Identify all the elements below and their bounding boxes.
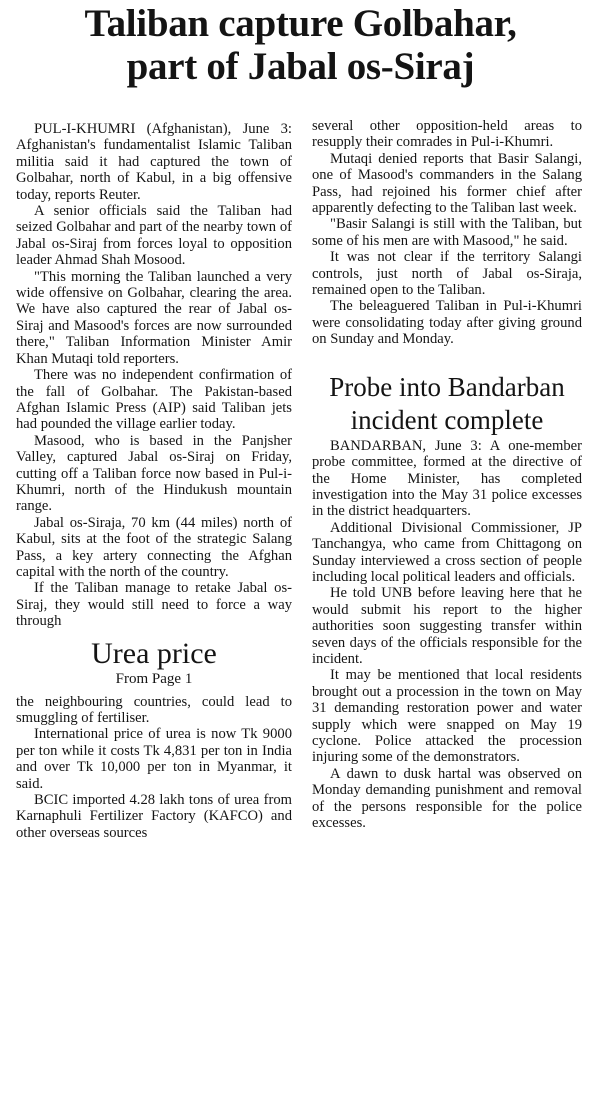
paragraph: It was not clear if the territory Salangi controls, just north of Jabal os-Siraja, remained open to the Taliban. (312, 249, 582, 299)
paragraph: There was no independent confirmation of the fall of Golbahar. The Pakistan-based Afghan Islamic Press (AIP) said Taliban jets had pounded the village earlier today. (16, 367, 292, 433)
headline-line-2: part of Jabal os-Siraj (126, 45, 475, 88)
paragraph: He told UNB before leaving here that he would submit his report to the higher authorities soon suggesting transfer within seven days of the officials responsible for the incident. (312, 585, 582, 667)
paragraph: "Basir Salangi is still with the Taliban, but some of his men are with Masood," he said. (312, 216, 582, 249)
left-column (16, 121, 292, 1119)
urea-headline: Urea price (91, 636, 217, 670)
paragraph: BANDARBAN, June 3: A one-member probe committee, formed at the directive of the Home Minister, has completed investigation into the May 31 police excesses in the district headquarters. (312, 437, 582, 520)
right-column (312, 118, 582, 1116)
paragraph: A senior officials said the Taliban had seized Golbahar and part of the nearby town of Jabal os-Siraj from forces loyal to opposition leader Ahmad Shah Mosood. (16, 203, 292, 269)
article-headline (0, 2, 601, 88)
paragraph: BCIC imported 4.28 lakh tons of urea from Karnaphuli Fertilizer Factory (KAFCO) and other overseas sources (16, 792, 292, 841)
headline-line-1: Taliban capture Golbahar, (84, 2, 517, 45)
section-gap (312, 348, 582, 370)
probe-headline-line-1: Probe into Bandarban (329, 371, 565, 402)
paragraph: A dawn to dusk hartal was observed on Monday demanding punishment and removal of the persons responsible for the police excesses. (312, 765, 582, 832)
paragraph: Mutaqi denied reports that Basir Salangi, one of Masood's commanders in the Salang Pass, had rejoined his former chief after apparently defecting to the Taliban last week. (312, 150, 582, 217)
paragraph: Additional Divisional Commissioner, JP Tanchangya, who came from Chittagong on Sunday interviewed a cross section of people including local political leaders and officials. (312, 519, 582, 585)
paragraph: the neighbouring countries, could lead to smuggling of fertiliser. (16, 693, 292, 726)
paragraph: "This morning the Taliban launched a very wide offensive on Golbahar, clearing the area. We have also captured the rear of Jabal os-Siraj and Masood's forces are now surrounded there," Taliban Information Minister Amir Khan Mutaqi told reporters. (16, 268, 292, 367)
paragraph: several other opposition-held areas to resupply their comrades in Pul-i-Khumri. (312, 118, 582, 151)
paragraph: The beleaguered Taliban in Pul-i-Khumri were consolidating today after giving ground on Sunday and Monday. (312, 298, 582, 348)
continued-from-label: From Page 1 (115, 670, 193, 687)
paragraph: If the Taliban manage to retake Jabal os-Siraj, they would still need to force a way through (16, 580, 292, 630)
paragraph: PUL-I-KHUMRI (Afghanistan), June 3: Afghanistan's fundamentalist Islamic Taliban militia said it had captured the town of Golbahar, north of Kabul, in a big offensive today, reports Reuter. (16, 121, 292, 203)
probe-headline-line-2: incident complete (350, 404, 544, 435)
paragraph: Masood, who is based in the Panjsher Valley, captured Jabal os-Siraj on Friday, cutting off a Taliban force now based in Pul-i-Khumri, north of the Hindukush mountain range. (16, 432, 292, 515)
paragraph: Jabal os-Siraja, 70 km (44 miles) north of Kabul, sits at the foot of the strategic Salang Pass, a key artery connecting the Afghan capital with the north of the country. (16, 514, 292, 580)
paragraph: International price of urea is now Tk 9000 per ton while it costs Tk 4,831 per ton in India and over Tk 10,000 per ton in Myanmar, it said. (16, 726, 292, 792)
paragraph: It may be mentioned that local residents brought out a procession in the town on May 31 demanding restoration power and water supply which were snapped on May 19 cyclone. Police attacked the procession injuring some of the demonstrators. (312, 667, 582, 766)
